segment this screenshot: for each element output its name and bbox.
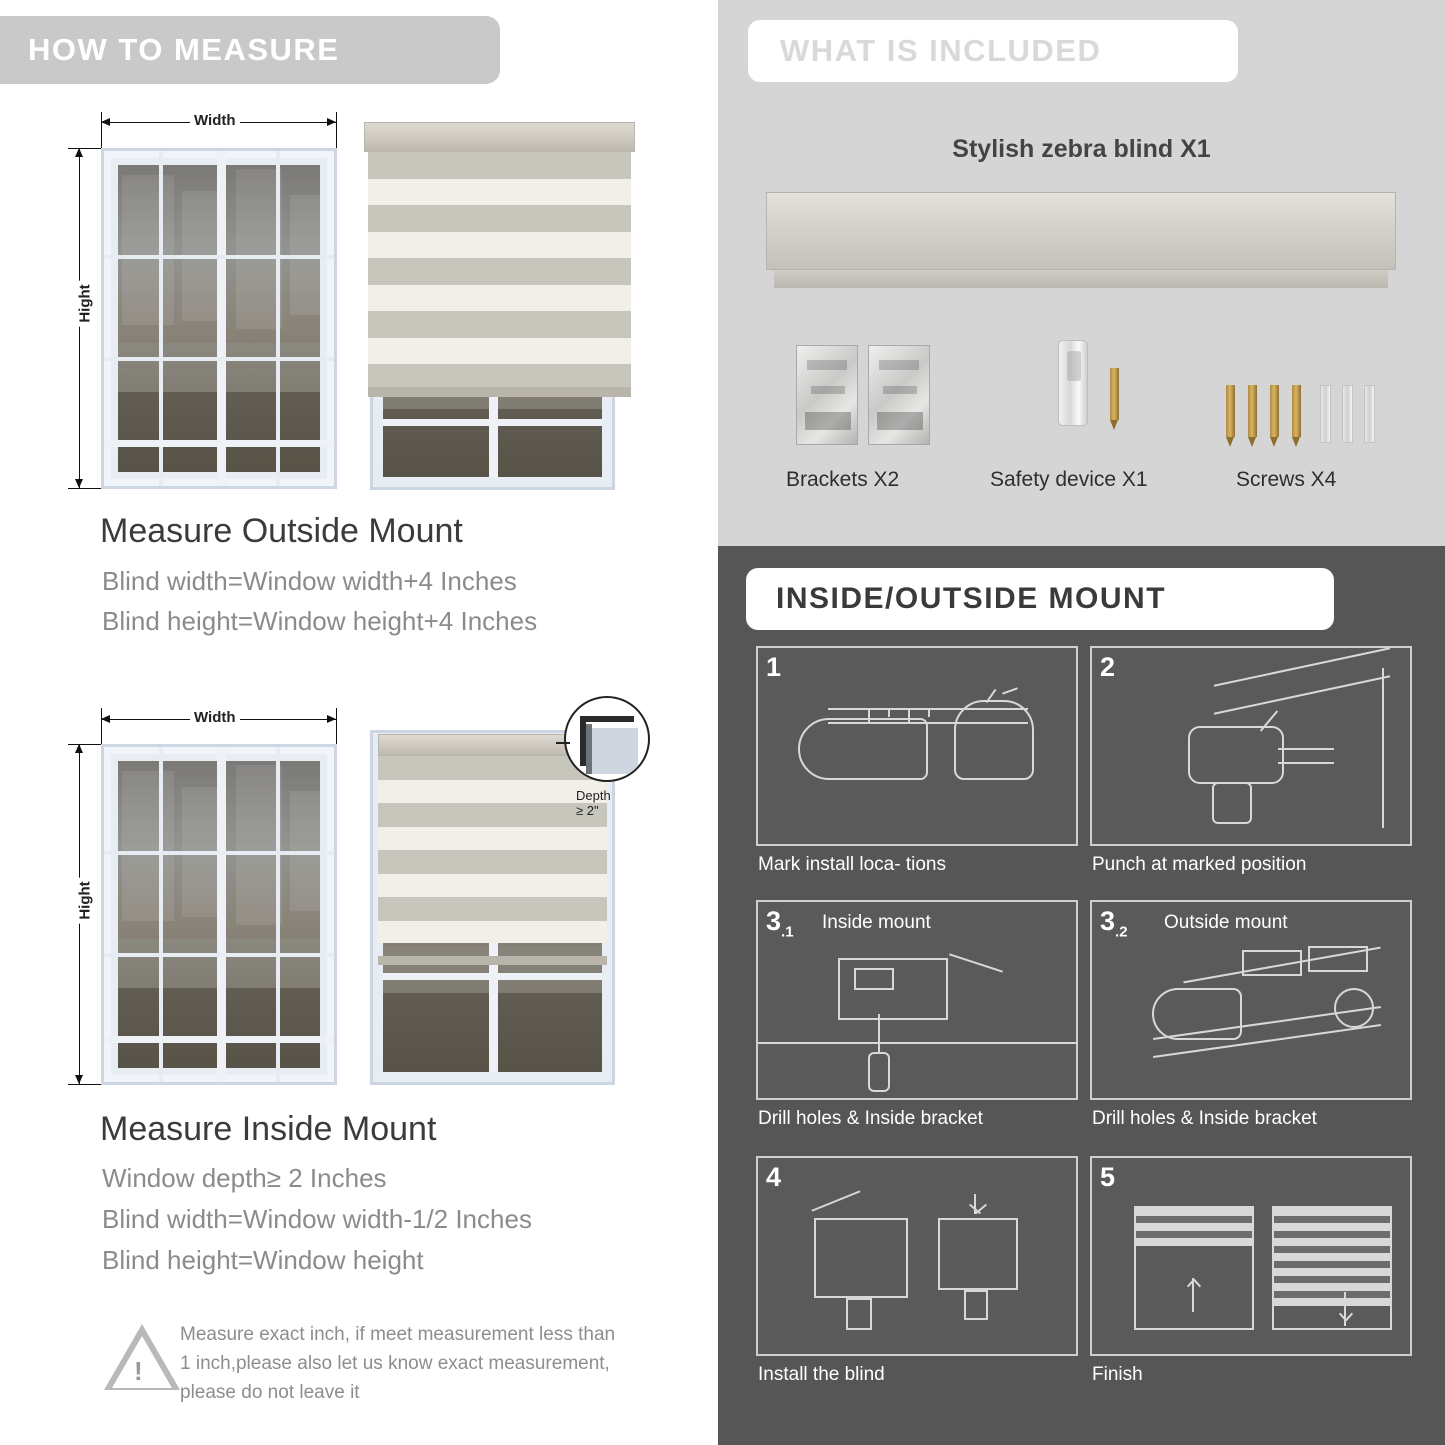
screw-icon-1 bbox=[1226, 385, 1235, 437]
inside-mount-line-1: Window depth≥ 2 Inches bbox=[102, 1163, 387, 1193]
step-2 bbox=[1090, 646, 1412, 846]
outside-mount-line-1: Blind width=Window width+4 Inches bbox=[102, 566, 517, 596]
step-2-number: 2 bbox=[1100, 652, 1116, 682]
depth-label: Depth ≥ 2" bbox=[576, 788, 611, 818]
brackets-caption: Brackets X2 bbox=[786, 468, 900, 491]
how-to-measure-title: HOW TO MEASURE bbox=[0, 16, 500, 84]
step-3-1-number: $3_{.1}$ bbox=[766, 906, 794, 941]
step-3-2-number: $3_{.2}$ bbox=[1100, 906, 1128, 941]
step-3-1-caption: Drill holes & Inside bracket bbox=[758, 1108, 983, 1129]
product-label: Stylish zebra blind X1 bbox=[952, 135, 1211, 163]
inside-mount-line-2: Blind width=Window width-1/2 Inches bbox=[102, 1204, 532, 1234]
step-3-2-inline-label: Outside mount bbox=[1164, 912, 1288, 933]
how-to-measure-panel bbox=[0, 0, 713, 1445]
zebra-fabric-outside bbox=[368, 152, 631, 387]
finished-blind-left bbox=[1134, 1206, 1254, 1330]
outside-mount-heading: Measure Outside Mount bbox=[100, 512, 463, 550]
outside-mount-line-2: Blind height=Window height+4 Inches bbox=[102, 606, 538, 636]
step-4-caption: Install the blind bbox=[758, 1364, 885, 1385]
anchor-icon-2 bbox=[1342, 385, 1353, 443]
step-5-caption: Finish bbox=[1092, 1364, 1143, 1385]
inside-outside-mount-panel bbox=[718, 546, 1445, 1445]
inside-height-label: Hight bbox=[77, 877, 94, 923]
step-5 bbox=[1090, 1156, 1412, 1356]
inside-mount-line-3: Blind height=Window height bbox=[102, 1245, 424, 1275]
step-3-2-sub: .2 bbox=[1115, 923, 1128, 941]
warning-exclamation: ! bbox=[134, 1356, 143, 1386]
bracket-icon-2 bbox=[868, 345, 930, 445]
step-3-1-inline-label: Inside mount bbox=[822, 912, 931, 933]
finished-blind-right bbox=[1272, 1206, 1392, 1330]
step-1-caption: Mark install loca- tions bbox=[758, 854, 946, 875]
step-5-number: 5 bbox=[1100, 1162, 1116, 1192]
step-3-2-caption: Drill holes & Inside bracket bbox=[1092, 1108, 1317, 1129]
safety-device-icon bbox=[1058, 340, 1088, 426]
step-4-number: 4 bbox=[766, 1162, 782, 1192]
screws-caption: Screws X4 bbox=[1236, 468, 1337, 491]
what-is-included-title: WHAT IS INCLUDED bbox=[748, 20, 1238, 82]
step-3-2 bbox=[1090, 900, 1412, 1100]
window-illustration-outside bbox=[101, 148, 337, 489]
what-is-included-panel bbox=[718, 0, 1445, 546]
anchor-icon-1 bbox=[1320, 385, 1331, 443]
blind-bottomrail-inside bbox=[378, 956, 607, 965]
zebra-blind-product-rail bbox=[774, 270, 1388, 288]
window-illustration-inside bbox=[101, 744, 337, 1085]
inside-outside-mount-title: INSIDE/OUTSIDE MOUNT bbox=[746, 568, 1334, 630]
inside-width-label: Width bbox=[190, 709, 240, 726]
step-1 bbox=[756, 646, 1078, 846]
blind-bottomrail-outside bbox=[368, 387, 631, 397]
step-3-1 bbox=[756, 900, 1078, 1100]
warning-text: Measure exact inch, if meet measurement less than 1 inch,please also let us know exact measurement, please do not leave it bbox=[180, 1324, 616, 1403]
zebra-blind-product bbox=[766, 192, 1396, 270]
step-3-1-sub: .1 bbox=[781, 923, 794, 941]
step-4 bbox=[756, 1156, 1078, 1356]
step-1-number: 1 bbox=[766, 652, 782, 682]
bracket-icon-1 bbox=[796, 345, 858, 445]
outside-height-label: Hight bbox=[77, 280, 94, 326]
depth-detail-circle bbox=[564, 696, 650, 782]
screw-icon-3 bbox=[1270, 385, 1279, 437]
inside-mount-heading: Measure Inside Mount bbox=[100, 1110, 437, 1148]
zebra-fabric-inside bbox=[378, 756, 607, 956]
safety-device-caption: Safety device X1 bbox=[990, 468, 1148, 491]
blind-headrail-outside bbox=[364, 122, 635, 152]
anchor-icon-3 bbox=[1364, 385, 1375, 443]
screw-icon-4 bbox=[1292, 385, 1301, 437]
screw-icon-2 bbox=[1248, 385, 1257, 437]
outside-width-label: Width bbox=[190, 112, 240, 129]
safety-screw-icon bbox=[1110, 368, 1119, 420]
step-2-caption: Punch at marked position bbox=[1092, 854, 1307, 875]
